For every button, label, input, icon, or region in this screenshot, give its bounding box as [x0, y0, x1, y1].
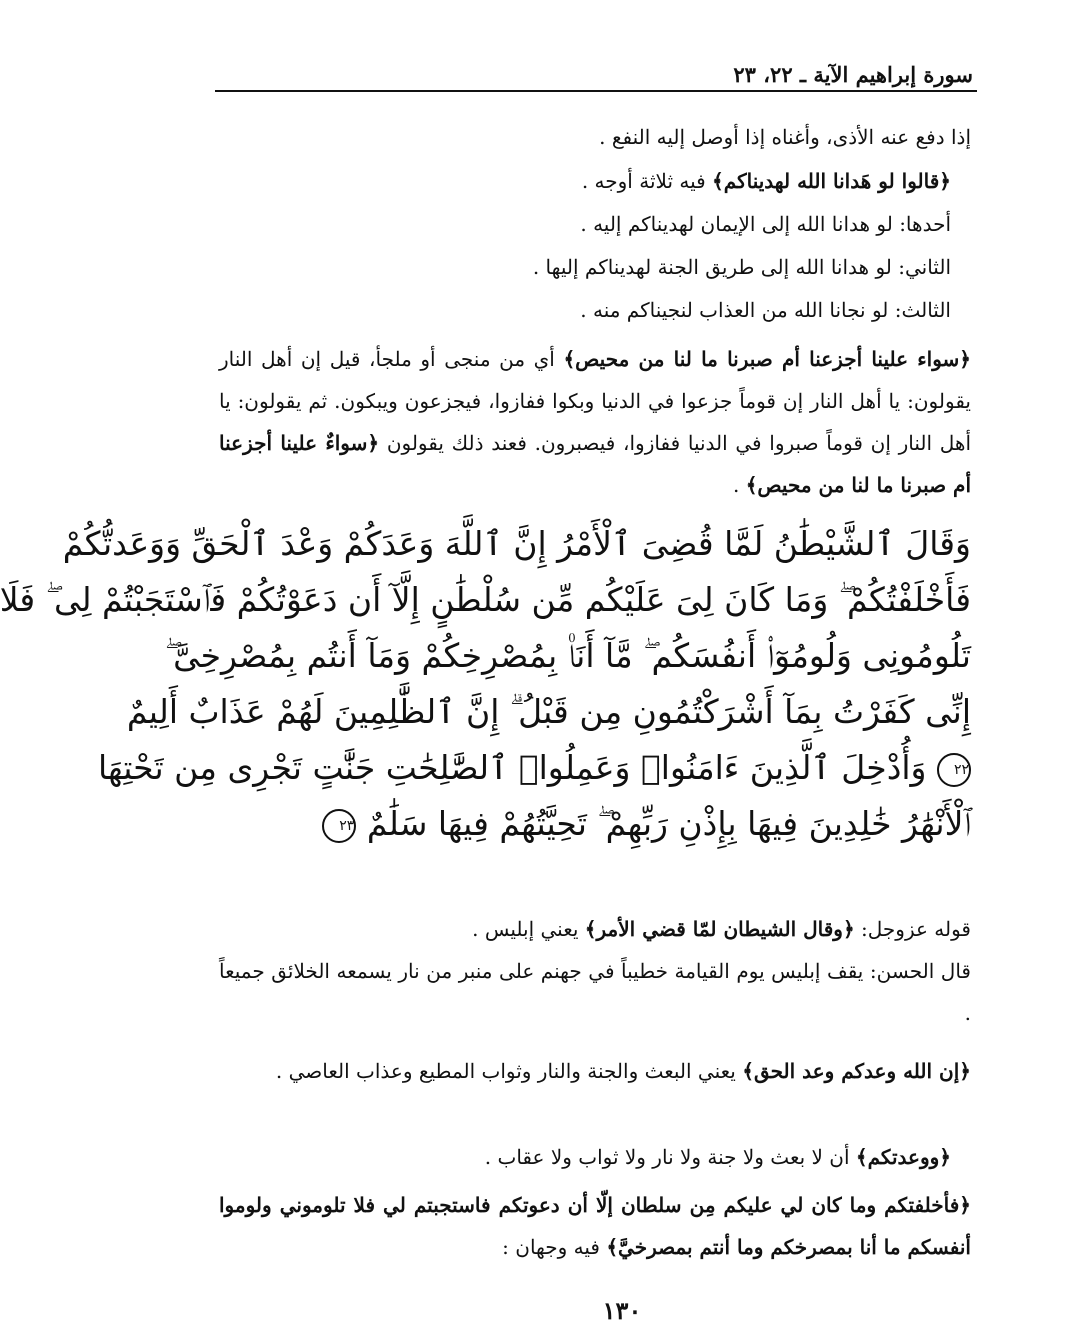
header-divider: [215, 90, 977, 92]
commentary-2: [219, 950, 971, 1034]
quran-quote: ﴿ووعدتكم﴾: [855, 1145, 951, 1169]
paragraph-1: [219, 116, 971, 158]
paragraph-text: أي من منجى أو ملجأ، قيل إن أهل النار يقولون: يا أهل النار إن قوماً جزعوا في الدنيا وبكوا ففازوا، فيجزعون ويبكون. ثم يقولون: يا أهل النار إن قوماً صبروا في الدنيا ففازوا، فيصبرون. فعند ذلك يقولون: [219, 347, 971, 455]
commentary-lead: قوله عزوجل:: [854, 917, 971, 941]
commentary-3: [219, 1050, 971, 1092]
paragraph-text: قال الحسن: يقف إبليس يوم القيامة خطيباً في جهنم على منبر من نار يسمعه الخلائق جميعاً .: [219, 959, 971, 1025]
paragraph-6: [219, 338, 971, 506]
paragraph-text: فيه وجهان :: [502, 1235, 607, 1259]
verse-line: [126, 684, 971, 740]
paragraph-text: أن لا بعث ولا جنة ولا نار ولا ثواب ولا عقاب .: [484, 1145, 856, 1169]
verse-line: [219, 796, 971, 852]
ayah-number-22: ٢٢: [937, 753, 971, 787]
quran-quote: ﴿فأخلفتكم وما كان لي عليكم مِن سلطان إلّا أن دعوتكم فاستجبتم لي فلا تلوموني ولوموا أنفسكم ما أنا بمصرخكم وما أنتم بمصرخيَّ﴾: [219, 1193, 971, 1259]
commentary-4: [219, 1136, 951, 1178]
paragraph-text: فيه ثلاثة أوجه .: [581, 169, 713, 193]
header-title: سورة إبراهيم الآية ـ ٢٢، ٢٣: [733, 62, 973, 87]
verse-line: وَقَالَ ٱلشَّيْطَٰنُ لَمَّا قُضِىَ ٱلْأَمْرُ إِنَّ ٱللَّهَ وَعَدَكُمْ وَعْدَ ٱلْحَقِّ وَوَعَدتُّكُمْ: [62, 524, 971, 563]
paragraph-2: [219, 160, 951, 202]
paragraph-3: [219, 203, 951, 245]
verse-line-text: إِنِّى كَفَرْتُ بِمَآ أَشْرَكْتُمُونِ مِن قَبْلُ ۗ إِنَّ ٱلظَّٰلِمِينَ لَهُمْ عَذَابٌ أَلِيمٌ: [126, 692, 971, 731]
page-number: ١٣٠: [602, 1296, 642, 1325]
paragraph-text: إذا دفع عنه الأذى، وأغناه إذا أوصل إليه النفع .: [599, 125, 971, 149]
verse-line: فَأَخْلَفْتُكُمْ ۖ وَمَا كَانَ لِىَ عَلَيْكُم مِّن سُلْطَٰنٍ إِلَّآ أَن دَعَوْتُكُمْ فَٱسْتَجَبْتُمْ لِى ۖ فَلَا: [0, 580, 971, 619]
running-header: [215, 58, 977, 92]
commentary-1: [219, 908, 971, 950]
verse-line-text: ٱلْأَنْهَٰرُ خَٰلِدِينَ فِيهَا بِإِذْنِ رَبِّهِمْ ۖ تَحِيَّتُهُمْ فِيهَا سَلَٰمٌ: [366, 804, 971, 843]
verse-line: [97, 740, 971, 796]
verse-line-text: وَأُدْخِلَ ٱلَّذِينَ ءَامَنُوا۟ وَعَمِلُوا۟ ٱلصَّٰلِحَٰتِ جَنَّٰتٍ تَجْرِى مِن تَحْتِهَا: [97, 748, 927, 787]
paragraph-4: [219, 246, 951, 288]
paragraph-text: الثاني: لو هدانا الله إلى طريق الجنة لهديناكم إليها .: [532, 255, 951, 279]
paragraph-text: يعني البعث والجنة والنار وثواب المطيع وعذاب العاصي .: [275, 1059, 743, 1083]
paragraph-text: الثالث: لو نجانا الله من العذاب لنجيناكم منه .: [580, 298, 951, 322]
quran-verse-block: [0, 516, 971, 852]
ayah-number-23: ٢٣: [322, 809, 356, 843]
paragraph-end: .: [732, 473, 746, 497]
quran-quote: ﴿إن الله وعدكم وعد الحق﴾: [742, 1059, 971, 1083]
paragraph-text: أحدها: لو هدانا الله إلى الإيمان لهديناكم إليه .: [580, 212, 951, 236]
quran-quote: ﴿سواء علينا أجزعنا أم صبرنا ما لنا من محيص﴾: [563, 347, 971, 371]
paragraph-text: يعني إبليس .: [472, 917, 585, 941]
quran-quote-2: ﴿سواءٌ علينا أجزعنا أم صبرنا ما لنا من محيص﴾: [219, 431, 971, 497]
quran-quote: ﴿وقال الشيطان لمّا قضي الأمر﴾: [584, 917, 855, 941]
paragraph-5: [219, 289, 951, 331]
commentary-5: [219, 1184, 971, 1268]
verse-line: تَلُومُونِى وَلُومُوٓا۟ أَنفُسَكُم ۖ مَّآ أَنَا۠ بِمُصْرِخِكُمْ وَمَآ أَنتُم بِمُصْرِخِىَّ ۖ: [164, 636, 971, 675]
quran-quote: ﴿قالوا لو هَدانا الله لهديناكم﴾: [712, 169, 951, 193]
